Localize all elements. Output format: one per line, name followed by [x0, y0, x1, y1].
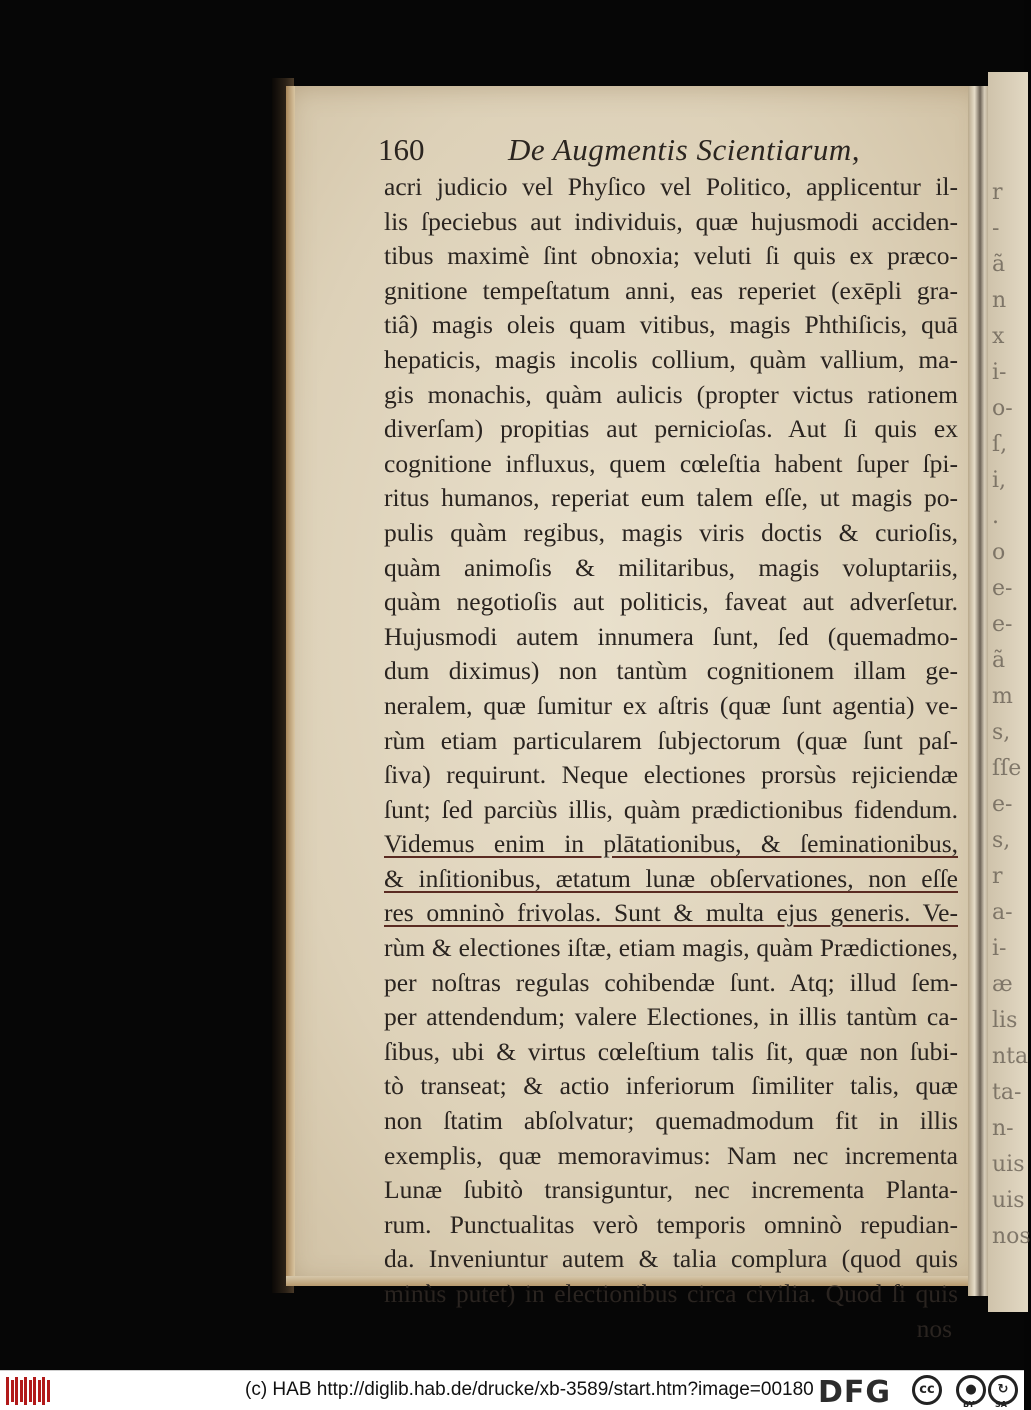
text-line: ſunt; ſed parciùs illis, quàm prædictionibus fidendum.	[384, 794, 958, 824]
page-edge-left	[286, 86, 295, 1286]
text-line: da. Inveniuntur autem & talia complura (quod quis	[384, 1244, 958, 1274]
text-line: hepaticis, magis incolis collium, quàm vallium, ma-	[384, 344, 958, 374]
text-line: & inſitionibus, ætatum lunæ obſervationes, non eſſe	[384, 863, 958, 893]
adjacent-page-fragment: uis	[992, 1152, 1025, 1177]
text-line: Lunæ ſubitò transiguntur, nec incrementa Planta-	[384, 1175, 958, 1205]
adjacent-page-fragment: o-	[992, 396, 1013, 421]
dfg-logo[interactable]: DFG	[818, 1375, 892, 1410]
text-line: tibus maximè ſint obnoxia; veluti ſi quis ex præco-	[384, 241, 958, 271]
adjacent-page-edge	[988, 72, 1031, 1312]
body-text	[384, 170, 958, 1346]
adjacent-page-fragment: x	[992, 324, 1005, 349]
text-line: ſibus, ubi & virtus cœleſtium talis ſit, quæ non ſubi-	[384, 1036, 958, 1066]
text-line: rum. Punctualitas verò temporis omninò repudian-	[384, 1209, 958, 1239]
catchword: nos	[916, 1313, 952, 1343]
adjacent-page-fragment: ã	[992, 648, 1006, 673]
text-line: diverſam) propitias aut pernicioſas. Aut ſi quis ex	[384, 414, 958, 444]
adjacent-page-fragment: ta-	[992, 1080, 1022, 1105]
adjacent-page-fragment: uis	[992, 1188, 1025, 1213]
text-line: lis ſpeciebus aut individuis, quæ hujusmodi acciden-	[384, 206, 958, 236]
adjacent-page-fragment: i-	[992, 360, 1007, 385]
adjacent-page-fragment: .	[992, 504, 999, 529]
by-label: BY	[963, 1400, 975, 1409]
adjacent-page-fragment: nta	[992, 1044, 1029, 1069]
text-line: gis monachis, quàm aulicis (propter victus rationem	[384, 379, 958, 409]
text-line: neralem, quæ ſumitur ex aſtris (quæ ſunt agentia) ve-	[384, 690, 958, 720]
text-line: quàm negotioſis aut politicis, faveat aut adverſetur.	[384, 587, 958, 617]
text-line: per attendendum; valere Electiones, in illis tantùm ca-	[384, 1002, 958, 1032]
adjacent-page-fragment: e-	[992, 576, 1013, 601]
sa-label: SA	[995, 1400, 1007, 1409]
adjacent-page-fragment: s,	[992, 720, 1011, 745]
text-line: acri judicio vel Phyſico vel Politico, applicentur il-	[384, 172, 958, 201]
text-line: ritus humanos, reperiat eum talem eſſe, ut magis po-	[384, 483, 958, 513]
page-title: De Augmentis Scientiarum,	[508, 132, 861, 167]
by-icon[interactable]: ●	[956, 1375, 986, 1405]
adjacent-page-fragment: r	[992, 864, 1003, 889]
sa-icon[interactable]: ↻	[988, 1375, 1018, 1405]
text-line: per noſtras regulas cohibendæ ſunt. Atq; illud ſem-	[384, 967, 958, 997]
text-line: minùs putet) in electionibus circa civilia. Quod ſi quis	[384, 1279, 958, 1308]
adjacent-page-fragment: m	[992, 684, 1013, 709]
adjacent-page-fragment: -	[992, 216, 1000, 241]
adjacent-page-fragment: e-	[992, 612, 1013, 637]
book-gutter	[968, 86, 990, 1296]
footer-bar	[0, 1370, 1024, 1410]
adjacent-page-fragment: i-	[992, 936, 1007, 961]
adjacent-page-fragment: lis	[992, 1008, 1018, 1033]
adjacent-page-fragment: ſſe	[992, 756, 1022, 781]
adjacent-page-fragment: a-	[992, 900, 1013, 925]
adjacent-page-fragment: r	[992, 180, 1003, 205]
text-line: rùm etiam particularem ſubjectorum (quæ ſunt paſ-	[384, 725, 958, 755]
text-line: dum diximus) non tantùm cognitionem illam ge-	[384, 656, 958, 686]
copyright-link[interactable]: (c) HAB http://diglib.hab.de/drucke/xb-3589/start.htm?image=00180	[245, 1379, 814, 1400]
adjacent-page-fragment: s,	[992, 828, 1011, 853]
adjacent-page-fragment: nos	[992, 1224, 1031, 1249]
text-line: tiâ) magis oleis quam vitibus, magis Phthiſicis, quā	[384, 310, 958, 340]
text-line: res omninò frivolas. Sunt & multa ejus generis. Ve-	[384, 898, 958, 928]
text-line: ſiva) requirunt. Neque electiones prorsùs rejiciendæ	[384, 760, 958, 790]
page-number: 160	[378, 132, 425, 167]
adjacent-page-fragment: æ	[992, 972, 1013, 997]
text-line: exemplis, quæ memoravimus: Nam nec incrementa	[384, 1140, 958, 1170]
text-line: Videmus enim in plātationibus, & ſeminationibus,	[384, 829, 958, 859]
text-line: rùm & electiones iſtæ, etiam magis, quàm Prædictiones,	[384, 933, 958, 963]
running-head	[378, 132, 958, 168]
text-line: Hujusmodi autem innumera ſunt, ſed (quemadmo-	[384, 621, 958, 651]
hab-logo-icon[interactable]	[6, 1377, 50, 1405]
text-line: quàm animoſis & militaribus, magis voluptariis,	[384, 552, 958, 582]
adjacent-page-fragment: n-	[992, 1116, 1014, 1141]
adjacent-page-fragment: o	[992, 540, 1006, 565]
adjacent-page-fragment: n	[992, 288, 1007, 313]
text-line: gnitione tempeſtatum anni, eas reperiet (exēpli gra-	[384, 275, 958, 305]
text-line: pulis quàm regibus, magis viris doctis & curioſis,	[384, 517, 958, 547]
cc-icon[interactable]: cc	[912, 1375, 942, 1405]
text-line: tò transeat; & actio inferiorum ſimiliter talis, quæ	[384, 1071, 958, 1101]
adjacent-page-fragment: i,	[992, 468, 1007, 493]
adjacent-page-fragment: e-	[992, 792, 1013, 817]
text-line: non ſtatim abſolvatur; quemadmodum fit in illis	[384, 1106, 958, 1136]
adjacent-page-fragment: ſ,	[992, 432, 1008, 457]
text-line: cognitione influxus, quem cœleſtia habent ſuper ſpi-	[384, 448, 958, 478]
adjacent-page-fragment: ã	[992, 252, 1006, 277]
